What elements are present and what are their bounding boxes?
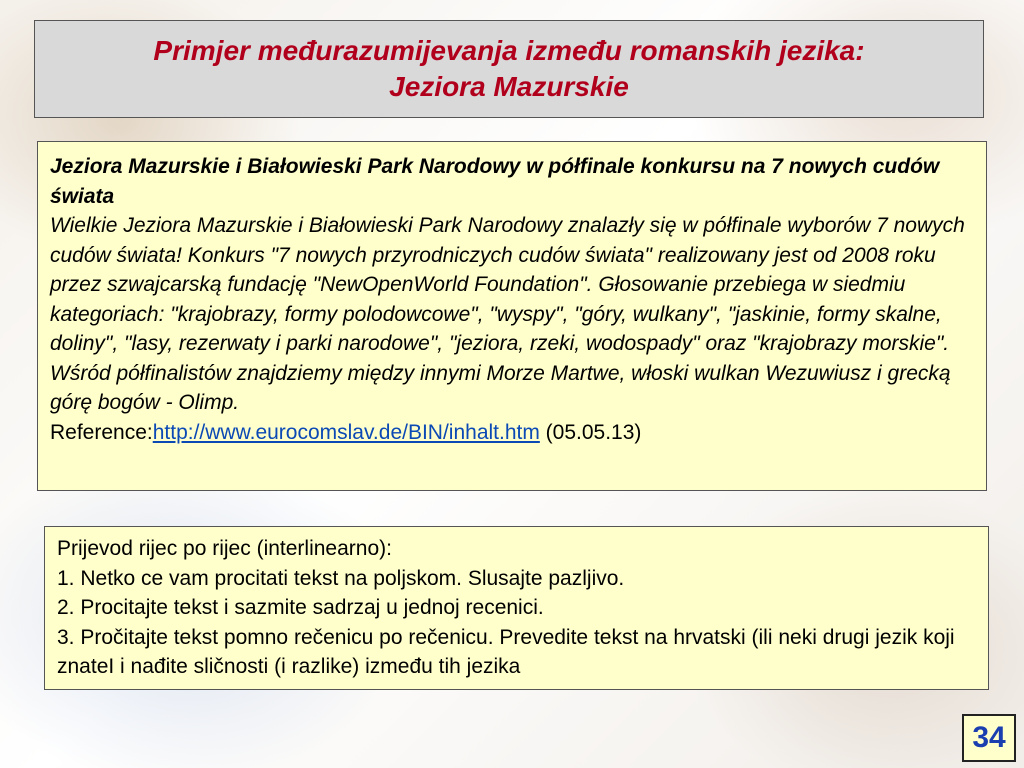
instructions-box xyxy=(44,526,989,690)
reference-date: (05.05.13) xyxy=(539,420,642,444)
instruction-step-3: 3. Pročitajte tekst pomno rečenicu po rečenicu. Prevedite tekst na hrvatski (ili neki drugi jezik koji znateI i nađite sličnosti (i razlike) između tih jezika xyxy=(57,625,955,678)
instructions-intro: Prijevod rijec po rijec (interlinearno): xyxy=(57,537,392,560)
article-heading: Jeziora Mazurskie i Białowieski Park Narodowy w półfinale konkursu na 7 nowych cudów świata xyxy=(50,155,940,208)
reference-link[interactable]: http://www.eurocomslav.de/BIN/inhalt.htm xyxy=(152,420,540,444)
instruction-step-2: 2. Procitajte tekst i sazmite sadrzaj u jednoj recenici. xyxy=(57,596,544,619)
slide-title-box xyxy=(34,20,984,118)
slide-title-line-1: Primjer međurazumijevanja između romanskih jezika: xyxy=(153,35,865,66)
page-number: 34 xyxy=(962,714,1016,762)
instruction-step-1: 1. Netko ce vam procitati tekst na poljskom. Slusajte pazljivo. xyxy=(57,566,625,590)
reference-label: Reference: xyxy=(50,420,153,444)
article-body: Wielkie Jeziora Mazurskie i Białowieski Park Narodowy znalazły się w półfinale wyborów 7 nowych cudów świata! Konkurs "7 nowych przyrodniczych cudów świata" realizowany jest od 2008 roku przez szwajcarską fundację "NewOpenWorld Foundation". Głosowanie przebiega w siedmiu kategoriach: "krajobrazy, formy polodowcowe", "wyspy", "góry, wulkany", "jaskinie, formy skalne, doliny", "lasy, rezerwaty i parki narodowe", "jeziora, rzeki, wodospady" oraz "krajobrazy morskie". Wśród półfinalistów znajdziemy między innymi Morze Martwe, włoski wulkan Wezuwiusz i grecką górę bogów - Olimp. xyxy=(50,214,965,414)
reference-line xyxy=(50,418,974,448)
slide-title-line-2: Jeziora Mazurskie xyxy=(389,71,629,102)
slide-title xyxy=(153,33,864,105)
polish-article-box xyxy=(37,141,987,491)
